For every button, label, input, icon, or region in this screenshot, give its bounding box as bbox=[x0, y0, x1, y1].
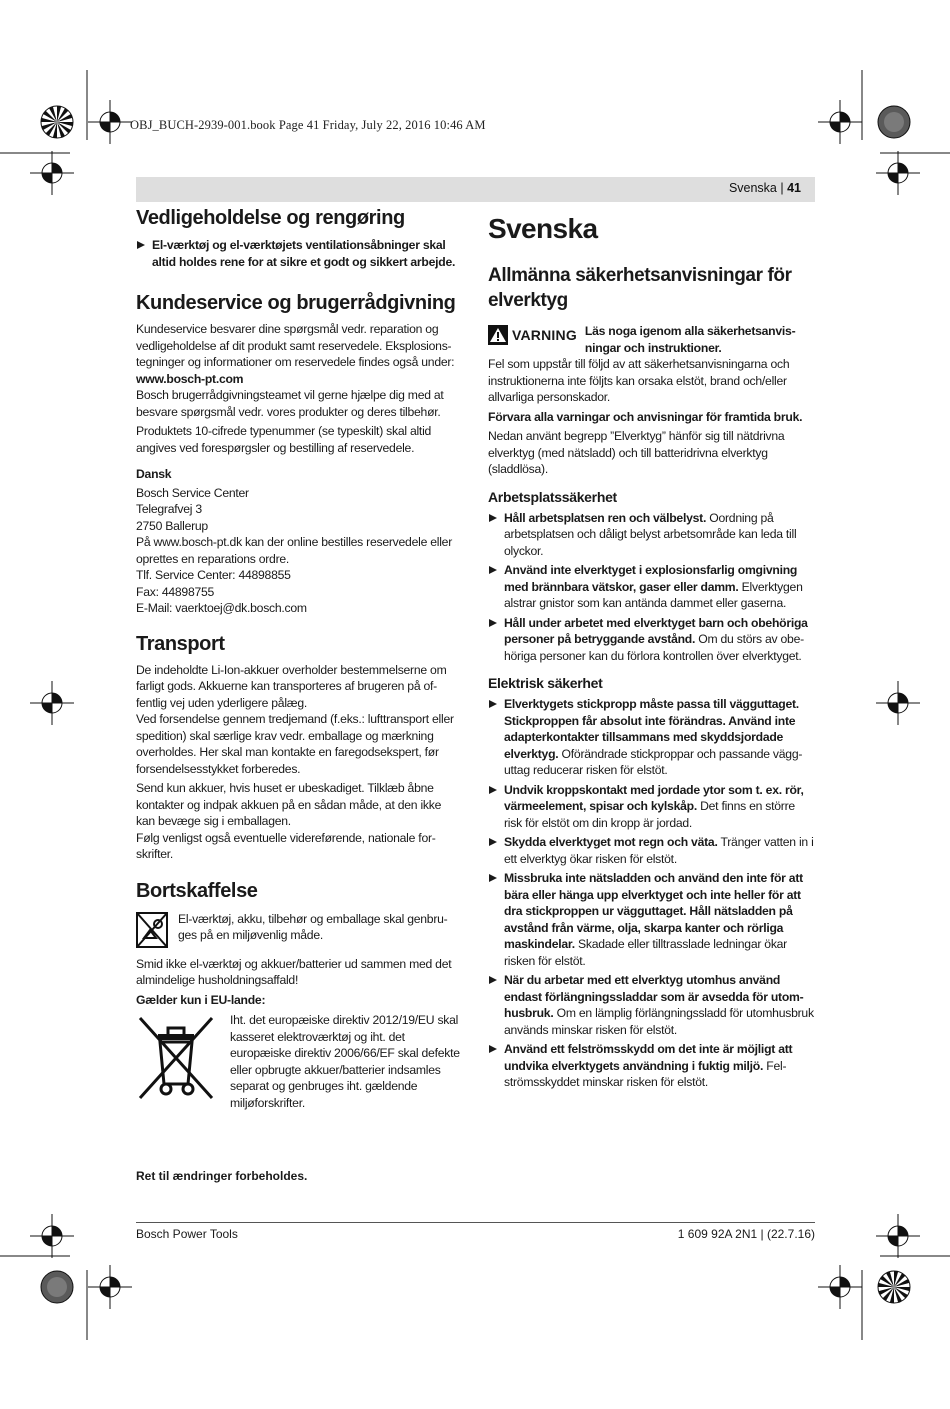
customer-service-text: Kundeservice besvarer dine spørgsmål vedr. reparation og vedligeholdelse af dit produkt samt reservedele. Eksplosionstegninger og informationer om reservedele findes også under: bbox=[136, 322, 455, 369]
eu-directive-note bbox=[136, 1012, 462, 1111]
work-area-list bbox=[488, 510, 815, 665]
footer-doc-number: 1 609 92A 2N1 | (22.7.16) bbox=[677, 1227, 815, 1241]
warning-block bbox=[488, 323, 815, 406]
address-line: Bosch Service Center bbox=[136, 485, 249, 500]
heading-maintenance: Vedligeholdelse og rengøring bbox=[136, 207, 405, 229]
list-item: Använd inte elverktyget i explosionsfarlig omgivning med brännbara vätskor, gaser eller damm. Elverktygen alstrar gnistor som kan antända dammet eller gaserna. bbox=[488, 562, 815, 612]
list-item: Håll arbetsplatsen ren och välbelyst. Oordning på arbetsplatsen och dåligt belyst arbetsområde kan leda till olyckor. bbox=[488, 510, 815, 560]
bullet-triangle-icon bbox=[137, 241, 145, 249]
heading-transport: Transport bbox=[136, 632, 225, 655]
heading-electrical-safety: Elektrisk säkerhet bbox=[488, 675, 603, 691]
recycling-icon bbox=[136, 912, 168, 948]
list-item: Missbruka inte nätsladden och använd den inte för att bära eller hänga upp elverktyget och inte heller för att dra stickproppen ur vägguttaget. Håll nätsladden på avstånd från värme, olja, skarpa kanter och rörliga maskindelar. Skadade eller tilltrasslade ledningar ökar risken för elstöt. bbox=[488, 870, 815, 969]
maintenance-bullet: El-værktøj og el-værktøjets ventilationsåbninger skal altid holdes rene for at sikre et godt og sikkert arbejde. bbox=[136, 237, 462, 270]
eu-directive-text: Iht. det europæiske direktiv 2012/19/EU skal kasseret elektroværktøj og iht. det europæiske direktiv 2006/66/EF skal defekte eller opbrugte akkuer/batterier indsamles separat og genbruges iht. gældende miljøforskrifter. bbox=[230, 1013, 460, 1110]
phone-line: Tlf. Service Center: 44898855 bbox=[136, 568, 291, 582]
keep-instructions: Förvara alla varningar och anvisningar för framtida bruk. bbox=[488, 409, 803, 424]
list-item: Skydda elverktyget mot regn och väta. Tränger vatten in i ett elverktyg ökar risken för elstöt. bbox=[488, 834, 815, 867]
warning-text: Fel som uppstår till följd av att säkerhetsanvisningarna och instruktionerna inte följts kan orsaka elstöt, brand och/eller allvarliga personskador. bbox=[488, 357, 790, 404]
recycling-note bbox=[136, 911, 462, 948]
eu-label: Gælder kun i EU-lande: bbox=[136, 992, 266, 1007]
bullet-triangle-icon bbox=[489, 566, 497, 574]
page-header-label bbox=[729, 181, 801, 195]
transport-text: Følg venligst også eventuelle videreførende, nationale forskrifter. bbox=[136, 830, 436, 861]
electrical-list bbox=[488, 696, 815, 1091]
heading-customer-service: Kundeservice og brugerrådgivning bbox=[136, 292, 456, 314]
page-header-bar bbox=[136, 177, 815, 202]
heading-disposal: Bortskaffelse bbox=[136, 879, 258, 902]
transport-text: De indeholdte Li-Ion-akkuer overholder bestemmelserne om farligt gods. Akkuerne kan transporteres af brugeren på offentlig vej uden yderligere pålæg. bbox=[136, 662, 447, 710]
fax-line: Fax: 44898755 bbox=[136, 584, 215, 599]
warning-triangle-icon bbox=[488, 325, 508, 345]
list-item: Elverktygets stickpropp måste passa till vägguttaget. Stickproppen får absolut inte förändras. Använd inte adapterkontakter tillsammans med skyddsjordade elverktyg. Oförändrade stickproppar och passande vägguttag reducerar risken för elstöt. bbox=[488, 696, 815, 779]
bullet-triangle-icon bbox=[489, 1045, 497, 1053]
list-item: Använd ett felströmsskydd om det inte är möjligt att undvika elverktygets användning i fuktig miljö. Felströmsskyddet minskar risken för elstöt. bbox=[488, 1041, 815, 1091]
page-number: 41 bbox=[787, 181, 801, 195]
service-url[interactable]: www.bosch-pt.com bbox=[136, 371, 244, 386]
type-number-text: Produktets 10-cifrede typenummer (se typeskilt) skal altid angives ved forespørgsler og bestilling af reservedele. bbox=[136, 424, 432, 455]
crossed-bin-icon bbox=[136, 1014, 216, 1102]
footer-brand: Bosch Power Tools bbox=[136, 1227, 238, 1241]
list-item: Undvik kroppskontakt med jordade ytor som t. ex. rör, värmeelement, spisar och kylskåp. Det finns en större risk för elstöt om din kropp är jordad. bbox=[488, 782, 815, 832]
online-order-text: På www.bosch-pt.dk kan der online bestilles reservedele eller oprettes en reparations ordre. bbox=[136, 535, 453, 566]
change-notice: Ret til ændringer forbeholdes. bbox=[136, 1169, 308, 1183]
bullet-triangle-icon bbox=[489, 786, 497, 794]
country-label: Dansk bbox=[136, 467, 172, 481]
transport-text: Send kun akkuer, hvis huset er ubeskadiget. Tilklæb åbne kontakter og indpak akkuen på en sådan måde, at den ikke kan bevæge sig i emballagen. bbox=[136, 781, 442, 828]
language-title: Svenska bbox=[488, 213, 598, 244]
bullet-triangle-icon bbox=[489, 619, 497, 627]
address-line: 2750 Ballerup bbox=[136, 518, 208, 533]
term-definition: Nedan använt begrepp ”Elverktyg” hänför sig till nätdrivna elverktyg (med nätsladd) och till batteridrivna elverktyg (sladdlösa). bbox=[488, 429, 785, 476]
header-separator: | bbox=[776, 181, 788, 195]
transport-text: Ved forsendelse gennem tredjemand (f.eks.: lufttransport eller spedition) skal særlige krav vedr. emballage og mærkning overholdes. Her skal man kontakte en faregodsekspert, før forsendelsesstykket forberedes. bbox=[136, 712, 454, 776]
heading-general-safety: Allmänna säkerhetsanvisningar för elverktyg bbox=[488, 265, 792, 311]
header-language: Svenska bbox=[728, 181, 777, 195]
warning-bold-text: Läs noga igenom alla säkerhetsanvisningar och instruktioner. bbox=[584, 324, 796, 355]
footer-divider bbox=[136, 1222, 815, 1223]
warning-sign bbox=[488, 325, 577, 345]
advisory-text: Bosch brugerrådgivningsteamet vil gerne hjælpe dig med at besvare spørgsmål vedr. vores produkter og deres tilbehør. bbox=[136, 388, 444, 419]
left-column bbox=[136, 206, 462, 1111]
recycling-text: El-værktøj, akku, tilbehør og emballage skal genbruges på en miljøvenlig måde. bbox=[178, 911, 448, 942]
email-line: E-Mail: vaerktoej@dk.bosch.com bbox=[136, 601, 307, 615]
bullet-triangle-icon bbox=[489, 838, 497, 846]
book-info-line: OBJ_BUCH-2939-001.book Page 41 Friday, July 22, 2016 10:46 AM bbox=[130, 118, 486, 132]
list-item: Håll under arbetet med elverktyget barn och obehöriga personer på betryggande avstånd. Om du störs av obehöriga personer kan du förlora kontrollen över elverktyget. bbox=[488, 615, 815, 665]
warning-label: VARNING bbox=[512, 327, 577, 343]
household-waste-text: Smid ikke el-værktøj og akkuer/batterier ud sammen med det almindelige husholdningsaffald! bbox=[136, 956, 452, 987]
bullet-triangle-icon bbox=[489, 976, 497, 984]
list-item: När du arbetar med ett elverktyg utomhus använd endast förlängningssladdar som är avsedda för utomhusbruk. Om en lämplig förlängningssladd för utomhusbruk används minskar risken för elstöt. bbox=[488, 972, 815, 1038]
heading-work-area-safety: Arbetsplatssäkerhet bbox=[488, 488, 617, 505]
bullet-triangle-icon bbox=[489, 700, 497, 708]
bullet-triangle-icon bbox=[489, 874, 497, 882]
address-line: Telegrafvej 3 bbox=[136, 502, 202, 516]
bullet-triangle-icon bbox=[489, 514, 497, 522]
right-column bbox=[488, 212, 815, 1091]
